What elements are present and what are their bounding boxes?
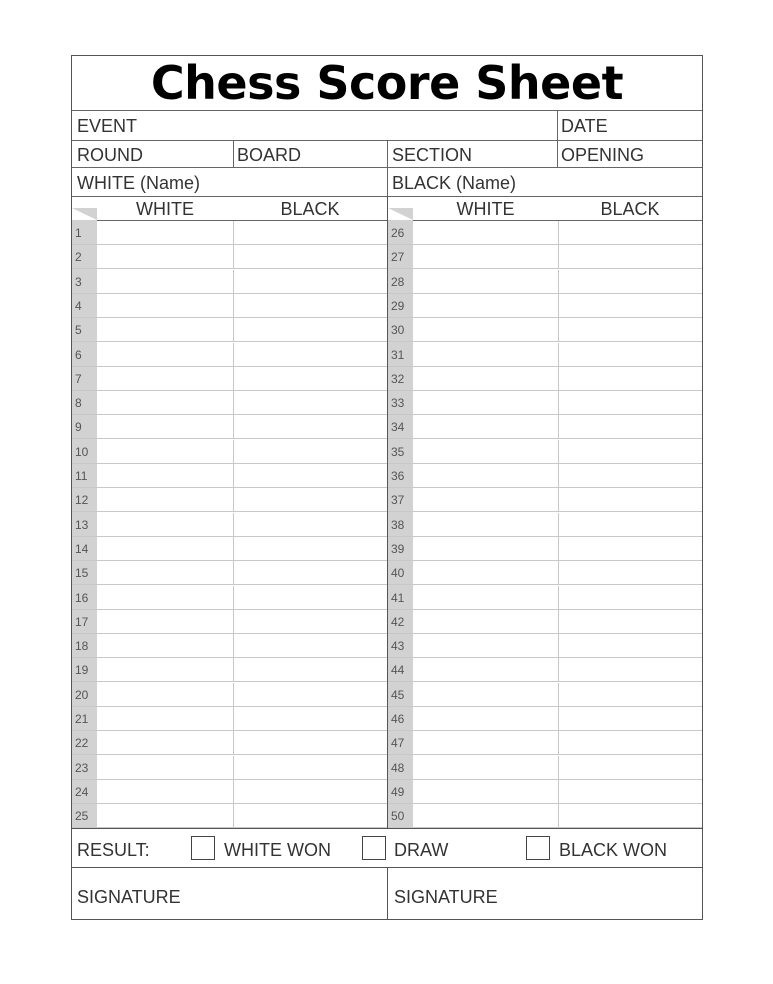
white-move-cell[interactable] <box>413 367 558 390</box>
white-move-cell[interactable] <box>97 804 233 827</box>
black-move-cell[interactable] <box>559 245 702 268</box>
move-number: 44 <box>391 663 405 678</box>
column-header-black: BLACK <box>600 199 660 219</box>
move-row <box>72 488 387 512</box>
move-row <box>388 707 702 731</box>
move-row <box>388 756 702 780</box>
white-move-cell[interactable] <box>413 756 558 779</box>
move-row <box>72 658 387 682</box>
black-move-cell[interactable] <box>559 488 702 511</box>
move-number: 31 <box>391 347 405 362</box>
black-move-cell[interactable] <box>234 731 387 754</box>
black-move-cell[interactable] <box>234 464 387 487</box>
move-number: 14 <box>75 541 89 556</box>
black-won-label: BLACK WON <box>559 840 668 860</box>
black-move-cell[interactable] <box>234 343 387 366</box>
white-move-cell[interactable] <box>97 367 233 390</box>
white-move-cell[interactable] <box>97 415 233 438</box>
white-move-cell[interactable] <box>97 756 233 779</box>
move-row <box>388 561 702 585</box>
white-move-cell[interactable] <box>413 440 558 463</box>
white-move-cell[interactable] <box>413 683 558 706</box>
move-number: 18 <box>75 639 89 654</box>
move-number: 40 <box>391 566 405 581</box>
move-row <box>72 561 387 585</box>
move-row <box>388 270 702 294</box>
white-move-cell[interactable] <box>413 561 558 584</box>
move-number: 24 <box>75 784 89 799</box>
move-number: 42 <box>391 614 405 629</box>
move-number: 41 <box>391 590 405 605</box>
move-number: 4 <box>75 298 82 313</box>
score-sheet <box>71 55 703 920</box>
white-move-cell[interactable] <box>413 610 558 633</box>
black-move-cell[interactable] <box>234 440 387 463</box>
white-move-cell[interactable] <box>97 488 233 511</box>
move-number: 19 <box>75 663 89 678</box>
move-row <box>388 318 702 342</box>
black-move-cell[interactable] <box>559 756 702 779</box>
result-label: RESULT: <box>77 840 150 860</box>
white-move-cell[interactable] <box>97 561 233 584</box>
move-number: 22 <box>75 736 89 751</box>
move-number: 38 <box>391 517 405 532</box>
white-move-cell[interactable] <box>413 731 558 754</box>
black-move-cell[interactable] <box>559 367 702 390</box>
round-field[interactable]: ROUND <box>77 145 143 165</box>
black-move-cell[interactable] <box>234 270 387 293</box>
black-move-cell[interactable] <box>234 658 387 681</box>
black-move-cell[interactable] <box>559 634 702 657</box>
black-move-cell[interactable] <box>234 780 387 803</box>
move-row <box>388 343 702 367</box>
black-move-cell[interactable] <box>234 367 387 390</box>
move-row <box>72 367 387 391</box>
move-row <box>72 731 387 755</box>
move-row <box>388 464 702 488</box>
move-number: 39 <box>391 541 405 556</box>
move-row <box>388 245 702 269</box>
white-move-cell[interactable] <box>413 221 558 244</box>
move-number: 25 <box>75 809 89 824</box>
move-row <box>388 221 702 245</box>
white-move-cell[interactable] <box>97 270 233 293</box>
move-number: 9 <box>75 420 82 435</box>
black-move-cell[interactable] <box>559 658 702 681</box>
move-row <box>72 245 387 269</box>
black-move-cell[interactable] <box>559 561 702 584</box>
black-move-cell[interactable] <box>234 586 387 609</box>
white-move-cell[interactable] <box>413 415 558 438</box>
move-row <box>72 513 387 537</box>
move-row <box>72 610 387 634</box>
move-number: 27 <box>391 250 405 265</box>
white-move-cell[interactable] <box>413 707 558 730</box>
white-move-cell[interactable] <box>413 391 558 414</box>
black-move-cell[interactable] <box>234 756 387 779</box>
divider <box>387 867 388 919</box>
move-row <box>388 683 702 707</box>
black-move-cell[interactable] <box>234 804 387 827</box>
black-move-cell[interactable] <box>234 488 387 511</box>
move-number: 17 <box>75 614 89 629</box>
number-column-tab <box>388 208 413 220</box>
white-move-cell[interactable] <box>413 318 558 341</box>
white-name-field[interactable]: WHITE (Name) <box>77 173 200 193</box>
black-move-cell[interactable] <box>559 804 702 827</box>
black-move-cell[interactable] <box>234 318 387 341</box>
white-move-cell[interactable] <box>413 658 558 681</box>
black-move-cell[interactable] <box>559 731 702 754</box>
move-number: 28 <box>391 274 405 289</box>
move-row <box>72 221 387 245</box>
move-row <box>388 537 702 561</box>
move-row <box>72 707 387 731</box>
move-number: 35 <box>391 444 405 459</box>
white-move-cell[interactable] <box>413 586 558 609</box>
move-row <box>72 634 387 658</box>
black-move-cell[interactable] <box>559 391 702 414</box>
black-move-cell[interactable] <box>559 586 702 609</box>
move-row <box>72 294 387 318</box>
divider <box>233 140 234 167</box>
black-move-cell[interactable] <box>559 537 702 560</box>
move-number: 37 <box>391 493 405 508</box>
white-move-cell[interactable] <box>97 537 233 560</box>
move-number: 26 <box>391 226 405 240</box>
black-move-cell[interactable] <box>559 513 702 536</box>
divider <box>387 140 388 196</box>
move-row <box>72 804 387 828</box>
move-number: 45 <box>391 687 405 702</box>
move-number: 29 <box>391 298 405 313</box>
black-move-cell[interactable] <box>234 707 387 730</box>
move-row <box>388 586 702 610</box>
move-number: 47 <box>391 736 405 751</box>
move-row <box>72 343 387 367</box>
column-header-black: BLACK <box>280 199 340 219</box>
white-move-cell[interactable] <box>97 683 233 706</box>
move-row <box>388 513 702 537</box>
white-move-cell[interactable] <box>413 245 558 268</box>
white-move-cell[interactable] <box>97 318 233 341</box>
white-move-cell[interactable] <box>97 245 233 268</box>
white-move-cell[interactable] <box>97 294 233 317</box>
white-move-cell[interactable] <box>413 780 558 803</box>
move-row <box>72 537 387 561</box>
board-field[interactable]: BOARD <box>237 145 302 165</box>
white-move-cell[interactable] <box>97 586 233 609</box>
move-row <box>388 634 702 658</box>
black-move-cell[interactable] <box>559 343 702 366</box>
black-name-field[interactable]: BLACK (Name) <box>392 173 517 193</box>
move-number: 43 <box>391 639 405 654</box>
move-number: 23 <box>75 760 89 775</box>
move-number: 10 <box>75 444 89 459</box>
move-number: 13 <box>75 517 89 532</box>
white-move-cell[interactable] <box>413 270 558 293</box>
move-number: 20 <box>75 687 89 702</box>
divider <box>72 828 702 829</box>
white-move-cell[interactable] <box>97 343 233 366</box>
white-move-cell[interactable] <box>413 464 558 487</box>
divider <box>557 110 558 167</box>
number-column-tab <box>72 208 97 220</box>
move-number: 5 <box>75 323 82 338</box>
black-move-cell[interactable] <box>559 270 702 293</box>
move-number: 32 <box>391 371 405 386</box>
move-number: 50 <box>391 809 405 824</box>
white-move-cell[interactable] <box>97 221 233 244</box>
opening-field[interactable]: OPENING <box>561 145 645 165</box>
move-row <box>388 731 702 755</box>
black-move-cell[interactable] <box>234 513 387 536</box>
black-move-cell[interactable] <box>234 561 387 584</box>
move-number: 36 <box>391 469 405 483</box>
divider <box>72 110 702 111</box>
white-move-cell[interactable] <box>413 513 558 536</box>
black-move-cell[interactable] <box>559 294 702 317</box>
white-move-cell[interactable] <box>97 440 233 463</box>
black-move-cell[interactable] <box>234 610 387 633</box>
black-move-cell[interactable] <box>234 683 387 706</box>
move-number: 8 <box>75 396 82 411</box>
black-move-cell[interactable] <box>559 780 702 803</box>
black-move-cell[interactable] <box>234 391 387 414</box>
move-number: 2 <box>75 250 82 265</box>
white-move-cell[interactable] <box>413 804 558 827</box>
white-move-cell[interactable] <box>413 537 558 560</box>
move-number: 12 <box>75 493 89 508</box>
black-move-cell[interactable] <box>234 537 387 560</box>
move-row <box>72 391 387 415</box>
white-move-cell[interactable] <box>97 780 233 803</box>
column-header-white: WHITE <box>456 199 515 219</box>
black-move-cell[interactable] <box>559 415 702 438</box>
black-move-cell[interactable] <box>559 318 702 341</box>
signature-white[interactable]: SIGNATURE <box>77 887 181 907</box>
black-move-cell[interactable] <box>234 294 387 317</box>
sheet-title: Chess Score Sheet <box>150 56 624 110</box>
white-move-cell[interactable] <box>413 294 558 317</box>
section-field[interactable]: SECTION <box>392 145 473 165</box>
white-move-cell[interactable] <box>413 343 558 366</box>
move-row <box>72 318 387 342</box>
moves-left <box>72 221 387 828</box>
move-number: 1 <box>75 226 82 240</box>
move-number: 48 <box>391 760 405 775</box>
move-row <box>72 270 387 294</box>
move-row <box>388 488 702 512</box>
move-row <box>388 415 702 439</box>
white-won-checkbox[interactable] <box>191 836 215 860</box>
white-move-cell[interactable] <box>97 513 233 536</box>
move-number: 21 <box>75 712 89 726</box>
white-move-cell[interactable] <box>97 391 233 414</box>
black-move-cell[interactable] <box>234 415 387 438</box>
move-row <box>388 610 702 634</box>
move-row <box>72 586 387 610</box>
black-move-cell[interactable] <box>559 683 702 706</box>
white-move-cell[interactable] <box>97 464 233 487</box>
move-number: 33 <box>391 396 405 411</box>
date-field[interactable]: DATE <box>561 116 608 136</box>
black-move-cell[interactable] <box>234 221 387 244</box>
move-number: 16 <box>75 590 89 605</box>
black-move-cell[interactable] <box>559 440 702 463</box>
move-row <box>388 658 702 682</box>
move-number: 7 <box>75 371 82 386</box>
black-move-cell[interactable] <box>559 464 702 487</box>
event-field[interactable]: EVENT <box>77 116 138 136</box>
white-move-cell[interactable] <box>97 707 233 730</box>
moves-right <box>388 221 702 828</box>
move-number: 6 <box>75 347 82 362</box>
move-row <box>388 780 702 804</box>
white-move-cell[interactable] <box>413 488 558 511</box>
black-move-cell[interactable] <box>234 245 387 268</box>
white-won-label: WHITE WON <box>224 840 331 860</box>
move-number: 34 <box>391 420 405 435</box>
draw-checkbox[interactable] <box>362 836 386 860</box>
move-number: 15 <box>75 566 89 581</box>
move-row <box>388 367 702 391</box>
black-won-checkbox[interactable] <box>526 836 550 860</box>
move-row <box>72 464 387 488</box>
white-move-cell[interactable] <box>413 634 558 657</box>
white-move-cell[interactable] <box>97 634 233 657</box>
black-move-cell[interactable] <box>234 634 387 657</box>
white-move-cell[interactable] <box>97 658 233 681</box>
white-move-cell[interactable] <box>97 610 233 633</box>
column-header-white: WHITE <box>136 199 194 219</box>
move-number: 49 <box>391 784 405 799</box>
move-row <box>72 756 387 780</box>
move-number: 3 <box>75 274 82 289</box>
draw-label: DRAW <box>394 840 449 860</box>
black-move-cell[interactable] <box>559 707 702 730</box>
move-row <box>388 391 702 415</box>
white-move-cell[interactable] <box>97 731 233 754</box>
signature-black[interactable]: SIGNATURE <box>394 887 498 907</box>
move-row <box>72 440 387 464</box>
move-row <box>388 440 702 464</box>
move-row <box>72 683 387 707</box>
move-number: 46 <box>391 712 405 726</box>
black-move-cell[interactable] <box>559 610 702 633</box>
move-row <box>388 294 702 318</box>
move-number: 30 <box>391 323 405 338</box>
black-move-cell[interactable] <box>559 221 702 244</box>
move-row <box>72 415 387 439</box>
move-row <box>72 780 387 804</box>
move-row <box>388 804 702 828</box>
move-number: 11 <box>75 469 88 483</box>
